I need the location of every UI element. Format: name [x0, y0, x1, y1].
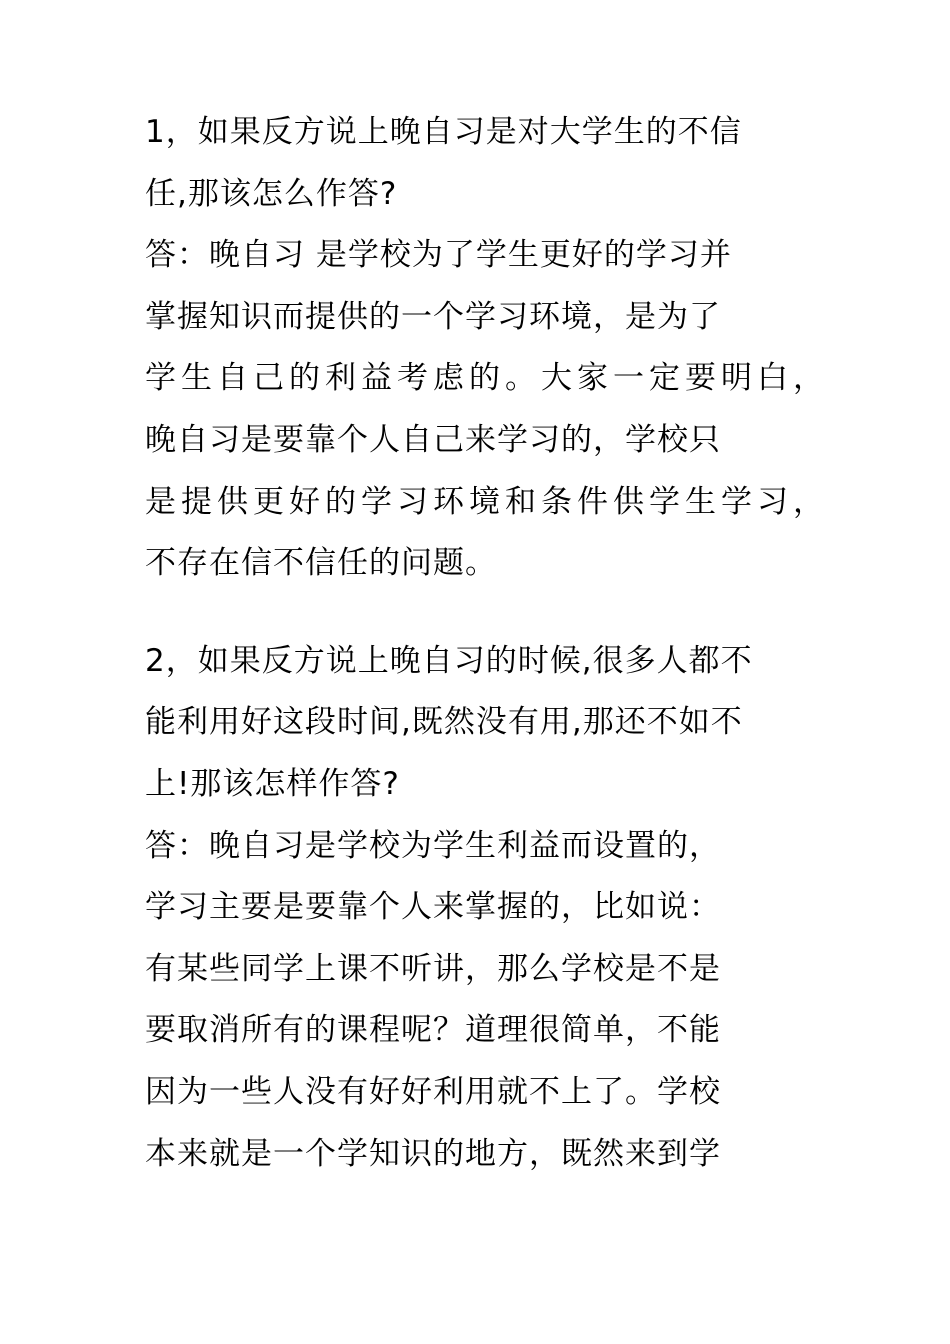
qa-section-2 [145, 631, 865, 1185]
answer-1-line-6: 不存在信不信任的问题。 [145, 545, 497, 582]
answer-2-line-4: 要取消所有的课程呢？道理很简单，不能 [145, 1012, 721, 1049]
answer-1-line-5: 是提供更好的学习环境和条件供学生学习， [145, 483, 829, 520]
answer-1-line-4: 晚自习是要靠个人自己来学习的，学校只 [145, 421, 721, 458]
answer-2-line-5: 因为一些人没有好好利用就不上了。学校 [145, 1073, 721, 1110]
section-gap [145, 595, 865, 631]
question-2-line-3: 上!那该怎样作答? [145, 765, 400, 802]
question-2-line-2: 能利用好这段时间,既然没有用,那还不如不 [145, 704, 743, 741]
answer-1-line-2: 掌握知识而提供的一个学习环境，是为了 [145, 298, 721, 335]
answer-2-line-3: 有某些同学上课不听讲，那么学校是不是 [145, 950, 721, 987]
document-body [145, 102, 865, 1185]
answer-2-line-6: 本来就是一个学知识的地方，既然来到学 [145, 1135, 721, 1172]
qa-section-1 [145, 102, 865, 595]
question-2-line-1: 2，如果反方说上晚自习的时候,很多人都不 [145, 642, 753, 679]
answer-2-line-2: 学习主要是要靠个人来掌握的，比如说： [145, 889, 721, 926]
answer-2-line-1: 答：晚自习是学校为学生利益而设置的， [145, 827, 721, 864]
answer-1-line-3: 学生自己的利益考虑的。大家一定要明白， [145, 360, 829, 397]
answer-1-line-1: 答：晚自习 是学校为了学生更好的学习并 [145, 237, 732, 274]
question-1-line-1: 1，如果反方说上晚自习是对大学生的不信 [145, 114, 742, 150]
question-1-line-2: 任,那该怎么作答? [145, 175, 398, 212]
